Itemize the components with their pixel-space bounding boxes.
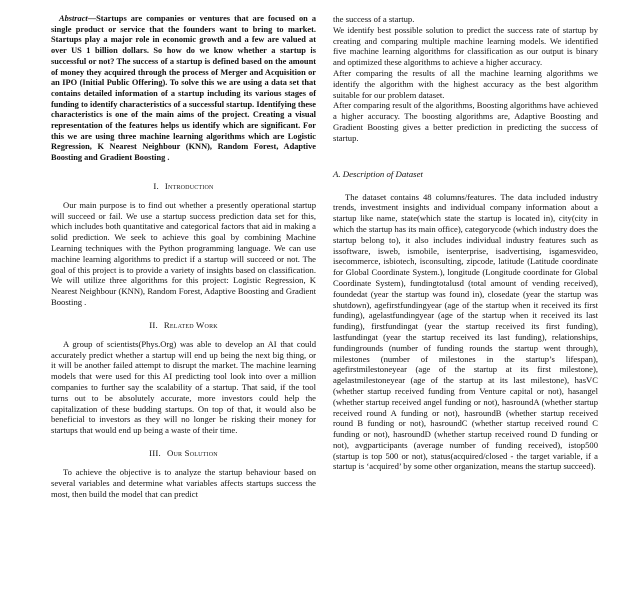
our-solution-paragraph: To achieve the objective is to analyze the startup behaviour based on several variables and determine what variables affects startups success the most, then build the model that can predict (51, 466, 316, 499)
section-number: III. (149, 447, 161, 458)
solution-paragraph-1: We identify best possible solution to predict the success rate of startup by creating and comparing multiple machine learning models. We identified five machine learning algorithms for classification as our output is binary and optimized these algorithms to achieve a higher accuracy. (333, 24, 598, 68)
abstract-label: Abstract (59, 14, 88, 23)
abstract-text: —Startups are companies or ventures that are focused on a single product or service that the founders want to bring to market. Startups play a major role in economic growth and a few are valued at over US 1 billion dollars. So how do we know whether a startup is successful or not? The success of a startup is defined based on the amount of money they acquired through the process of Merger and Acquisition or an IPO (Initial Public Offering). To solve this we are using a data set that contains detailed information of a startup including its various stages of funding to identify characteristics of a successful startup. Identifying these characteristics is one of the main aims of the project. Creating a visual representation of the features helps us identify which are significant. For this we are using three machine learning algorithms which are Logistic Regression, K Nearest Neighbour (KNN), Random Forest, Adaptive Boosting and Gradient Boosting . (51, 14, 316, 163)
solution-paragraph-3: After comparing result of the algorithms, Boosting algorithms have achieved a higher accuracy. The boosting algorithms are, Adaptive Boosting and Gradient Boosting gives a better prediction in predicting the success of startup. (333, 100, 598, 143)
section-title: Introduction (164, 180, 214, 191)
subsection-heading-dataset (333, 169, 598, 180)
section-number: II. (149, 319, 158, 330)
section-heading-our-solution (51, 448, 316, 459)
continuation-line: the success of a startup. (333, 14, 415, 24)
section-title: Our Solution (166, 447, 218, 458)
abstract (51, 14, 316, 164)
section-heading-related-work (51, 320, 316, 331)
subsection-title: Description of Dataset (342, 168, 423, 179)
right-column (333, 14, 598, 472)
solution-paragraph-2: After comparing the results of all the machine learning algorithms we identify the algorithm with the highest accuracy as the best algorithm suitable for our problem dataset. (333, 67, 598, 100)
section-heading-introduction (51, 181, 316, 192)
subsection-label: A. (333, 168, 341, 179)
dataset-description-paragraph: The dataset contains 48 columns/features. The data included industry trends, investment insights and individual company information about a startup like name, state(which state the startup is located in), city(city in which the startup has its main office), categorycode (which industry does the startup belong to), it also includes individual industry features such as issoftware, isweb, ismobile, isenterprise, isadvertising, isgamesvideo, isecommerce, isbiotech, isconsulting, zipcode, latitude (Latitude coordinate for Global Coordinate System.), longitude (Longitude coordinate for Global Coordinate System), fundingtotalusd (total amount of vending received), foundedat (year the startup was found in), closedate (year the startup was shutdown), agefirstfundingyear (age of the startup when it received its first funding), agelastfundingyear (age of the startup when it received its last funding), firstfundingat (year the startup received its first funding), lastfundingat (year the startup received its last funding), relationships, fundingrounds (number of funding rounds the startup went through), milestones (number of milestones in the startup’s lifespan), agefirstmilestoneyear (age of the startup at its first milestone), agelastmilestoneyear (age of the startup at its last milestone), hasVC (whether startup received funding from Venture capital or not), hasangel (whether startup received angel funding or not), hasroundA (whether startup received round A funding or not), hasroundB (whether startup received round B funding or not), hasroundC (whether startup received round C funding or not), hasroundD (whether startup received round D funding or not), avgparticipants (average number of funding received), istop500 (startup is top 500 or not), status(acquired/closed - the target variable, if a startup is ‘acquired’ by some other organization, means the startup succeed). (333, 191, 598, 472)
section-title: Related Work (163, 319, 218, 330)
introduction-paragraph: Our main purpose is to find out whether a presently operational startup will succeed or fail. We use a startup success prediction data set for this, which includes both quantitative and categorical factors that aid in making a solid prediction. We seek to achieve this goal by combining Machine Learning techniques with the Python programming language. We can use machine learning algorithms to predict if a startup will succeed or not. The goal of this project is to provide a variety of insights based on classification. We will utilize three algorithms for this project: Logistic Regression, K Nearest Neighbour (KNN), Random Forest, Adaptive Boosting and Gradient Boosting . (51, 199, 316, 308)
related-work-paragraph: A group of scientists(Phys.Org) was able to develop an AI that could accurately predict whether a startup will end up being the next big thing, or it will be another failed attempt to disrupt the market. The machine learning models that were used for this AI predicting tool look into over a million companies to further say the scalability of a startup. That said, if the tool turns out to be absolutely accurate, more investors could help the capitalization of these budding startups. On top of that, it would also be beneficial to investors as they will no longer be risking their money for startups that would end up being a waste of their time. (51, 338, 316, 436)
section-number: I. (153, 180, 159, 191)
left-column (51, 14, 316, 499)
